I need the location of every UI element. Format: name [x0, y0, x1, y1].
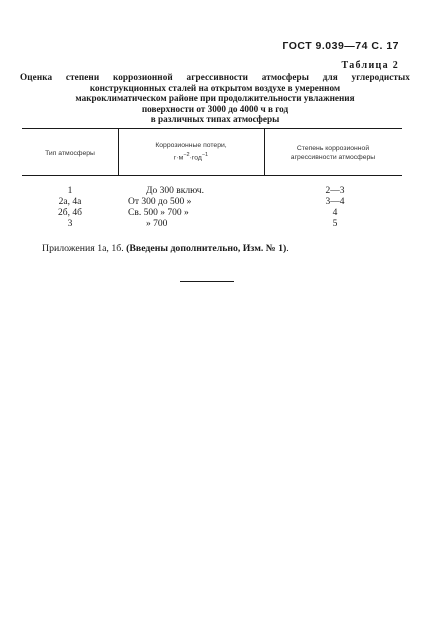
table-caption [20, 72, 410, 125]
column-header-aggressiveness-degree: Степень коррозионной агрессивности атмосферы [290, 145, 376, 161]
cell-aggressiveness-degree: 4 [332, 208, 338, 218]
cell-atmosphere-type: 3 [67, 219, 73, 229]
end-rule [180, 281, 234, 282]
cell-aggressiveness-degree: 3—4 [325, 197, 345, 207]
cell-atmosphere-type: 1 [67, 186, 73, 196]
appendix-note: Приложения 1а, 1б. (Введены дополнительно, Изм. № 1). [42, 243, 289, 254]
cell-corrosion-loss: От 300 до 500 » [128, 197, 192, 207]
column-header-atmosphere-type: Тип атмосферы [45, 150, 95, 157]
cell-atmosphere-type: 2б, 4б [58, 208, 82, 218]
cell-corrosion-loss: » 700 [146, 219, 168, 229]
table-label: Таблица 2 [341, 60, 399, 71]
caption-line: в различных типах атмосферы [150, 114, 280, 125]
document-header: ГОСТ 9.039—74 С. 17 [282, 40, 399, 52]
column-header-corrosion-loss: Коррозионные потери, $г\cdot м^{-2}\cdot год^{-1}$ [118, 142, 264, 162]
cell-aggressiveness-degree: 5 [332, 219, 338, 229]
table-top-rule [22, 128, 402, 129]
cell-atmosphere-type: 2а, 4а [58, 197, 82, 207]
cell-corrosion-loss: Св. 500 » 700 » [128, 208, 189, 218]
caption-line: конструкционных сталей на открытом воздухе в умеренном [89, 82, 341, 93]
caption-line: поверхности от 3000 до 4000 ч в год [141, 103, 289, 114]
caption-line: Оценка степени коррозионной агрессивности атмосферы для углеродистых [20, 72, 410, 82]
table-header-rule [22, 175, 402, 176]
unit-label: $г\cdot м^{-2}\cdot год^{-1}$ [173, 151, 209, 161]
caption-line: макроклиматическом районе при продолжительности увлажнения [75, 93, 355, 104]
cell-aggressiveness-degree: 2—3 [325, 186, 345, 196]
cell-corrosion-loss: До 300 включ. [146, 186, 204, 196]
